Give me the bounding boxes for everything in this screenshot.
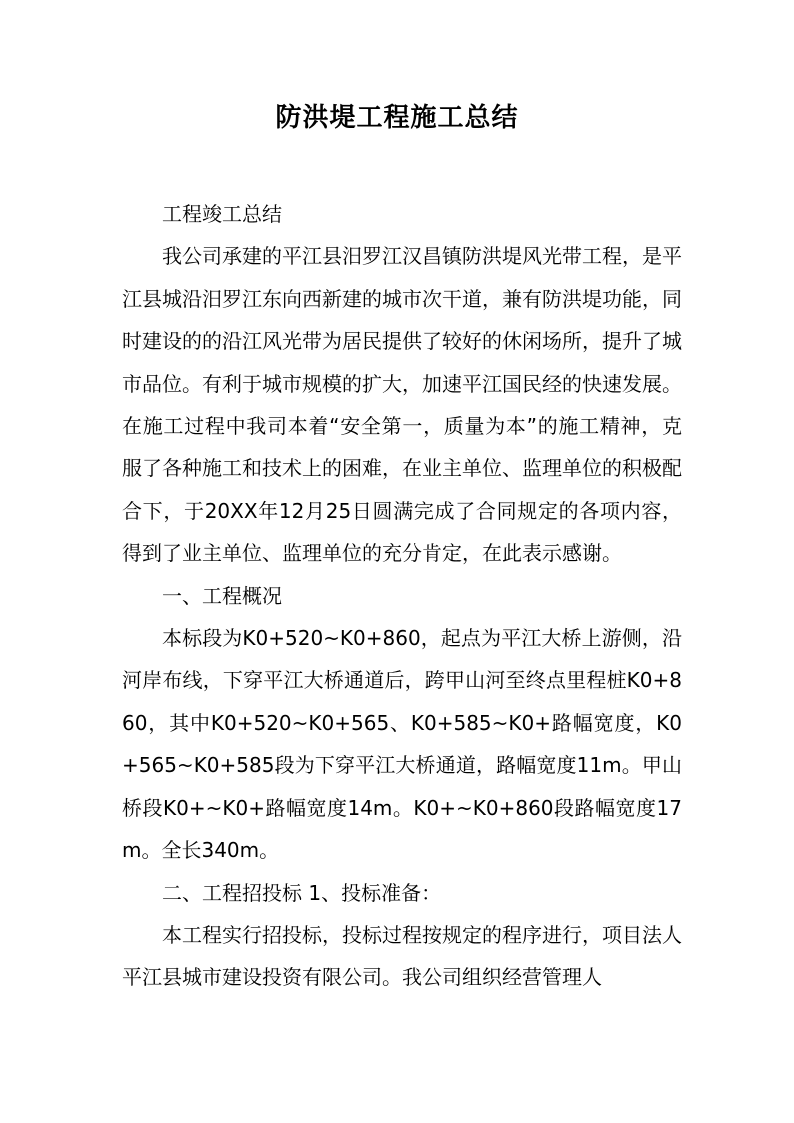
paragraph-intro: 我公司承建的平江县汨罗江汉昌镇防洪堤风光带工程，是平江县城沿汨罗江东向西新建的城市次干道，兼有防洪堤功能，同时建设的的沿江风光带为居民提供了较好的休闲场所，提升了城市品位。有利于城市规模的扩大，加速平江国民经的快速发展。在施工过程中我司本着“安全第一，质量为本”的施工精神，克服了各种施工和技术上的困难，在业主单位、监理单位的积极配合下，于20XX年12月25日圆满完成了合同规定的各项内容，得到了业主单位、监理单位的充分肯定，在此表示感谢。 (122, 244, 682, 566)
paragraph-overview: 本标段为K0+520~K0+860，起点为平江大桥上游侧，沿河岸布线，下穿平江大桥通道后，跨甲山河至终点里程桩K0+860，其中K0+520~K0+565、K0+585~K0+路幅宽度，K0+565~K0+585段为下穿平江大桥通道，路幅宽度11m。甲山桥段K0+~K0+路幅宽度14m。K0+~K0+860段路幅宽度17m。全长340m。 (122, 626, 682, 863)
paragraph-bidding: 本工程实行招投标，投标过程按规定的程序进行，项目法人平江县城市建设投资有限公司。我公司组织经营管理人 (122, 922, 682, 990)
section-heading-overview: 一、工程概况 (162, 583, 282, 608)
document-title: 防洪堤工程施工总结 (275, 103, 519, 133)
document-body (122, 193, 682, 999)
paragraph-completion-heading: 工程竣工总结 (162, 202, 282, 226)
section-heading-bidding: 二、工程招投标 1、投标准备： (162, 880, 442, 905)
